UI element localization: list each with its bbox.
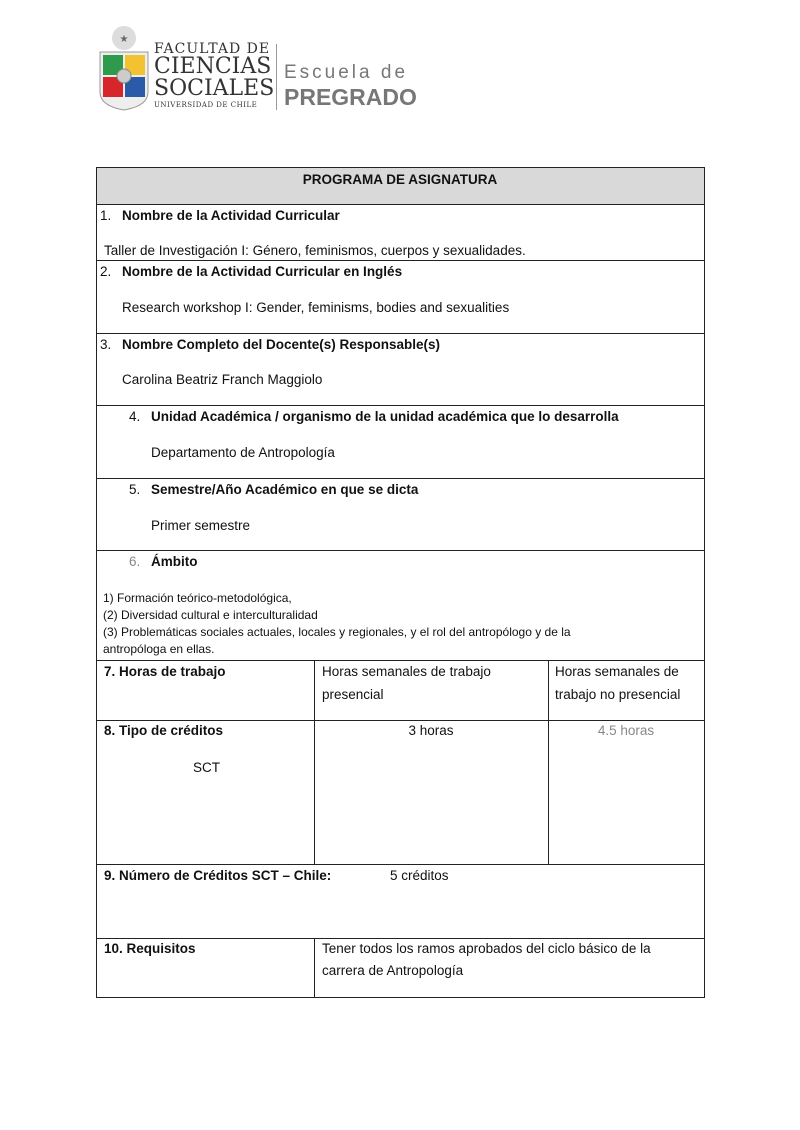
s6-line: antropóloga en ellas. <box>103 642 215 656</box>
s1-value: Taller de Investigación I: Género, feminismos, cuerpos y sexualidades. <box>104 243 526 258</box>
s7-col2-line: Horas semanales de trabajo <box>322 664 491 679</box>
s2-value: Research workshop I: Gender, feminisms, bodies and sexualities <box>122 300 510 315</box>
s6-line: (2) Diversidad cultural e interculturalidad <box>103 608 318 622</box>
s7-col2-line: presencial <box>322 687 384 702</box>
s2-num: 2. <box>100 264 112 279</box>
s8-presencial: 3 horas <box>408 723 454 738</box>
s4-label: Unidad Académica / organismo de la unidad académica que lo desarrolla <box>151 409 619 424</box>
s1-label: Nombre de la Actividad Curricular <box>122 208 340 223</box>
logo-line2: CIENCIAS <box>154 54 272 79</box>
logo-line3: SOCIALES <box>154 76 275 101</box>
logo-divider <box>276 44 277 110</box>
school-line1: Escuela de <box>284 62 409 83</box>
s6-label: Ámbito <box>151 554 198 569</box>
s1-num: 1. <box>100 208 112 223</box>
logo-line4: UNIVERSIDAD DE CHILE <box>154 101 258 109</box>
faculty-name <box>154 42 274 109</box>
s3-value: Carolina Beatriz Franch Maggiolo <box>122 372 323 387</box>
s5-num: 5. <box>129 482 141 497</box>
s8-value: SCT <box>193 760 220 775</box>
table-title: PROGRAMA DE ASIGNATURA <box>302 172 498 187</box>
s4-value: Departamento de Antropología <box>151 445 335 460</box>
s10-label: 10. Requisitos <box>104 941 196 956</box>
s7-label: 7. Horas de trabajo <box>104 664 226 679</box>
svg-text:★: ★ <box>119 34 129 45</box>
s5-value: Primer semestre <box>151 518 251 533</box>
s9-label: 9. Número de Créditos SCT – Chile: <box>104 868 332 883</box>
s5-label: Semestre/Año Académico en que se dicta <box>151 482 419 497</box>
s6-line: 1) Formación teórico-metodológica, <box>103 591 292 605</box>
s6-num: 6. <box>129 554 141 569</box>
s7-col3-line: Horas semanales de <box>555 664 679 679</box>
s10-line: Tener todos los ramos aprobados del ciclo básico de la <box>322 941 651 956</box>
logo-line1: FACULTAD DE <box>154 41 271 57</box>
s8-label: 8. Tipo de créditos <box>104 723 224 738</box>
s10-line: carrera de Antropología <box>322 963 464 978</box>
header-logo <box>96 24 426 114</box>
school-line2: PREGRADO <box>284 84 417 110</box>
s6-line: (3) Problemáticas sociales actuales, locales y regionales, y el rol del antropólogo y de la <box>103 625 571 639</box>
s8-no-presencial: 4.5 horas <box>597 723 655 738</box>
s3-label: Nombre Completo del Docente(s) Responsable(s) <box>122 337 441 352</box>
s7-col3-line: trabajo no presencial <box>555 687 681 702</box>
s2-label: Nombre de la Actividad Curricular en Inglés <box>122 264 403 279</box>
university-crest-icon <box>96 24 152 112</box>
s3-num: 3. <box>100 337 112 352</box>
s4-num: 4. <box>129 409 141 424</box>
s9-value: 5 créditos <box>390 868 449 883</box>
